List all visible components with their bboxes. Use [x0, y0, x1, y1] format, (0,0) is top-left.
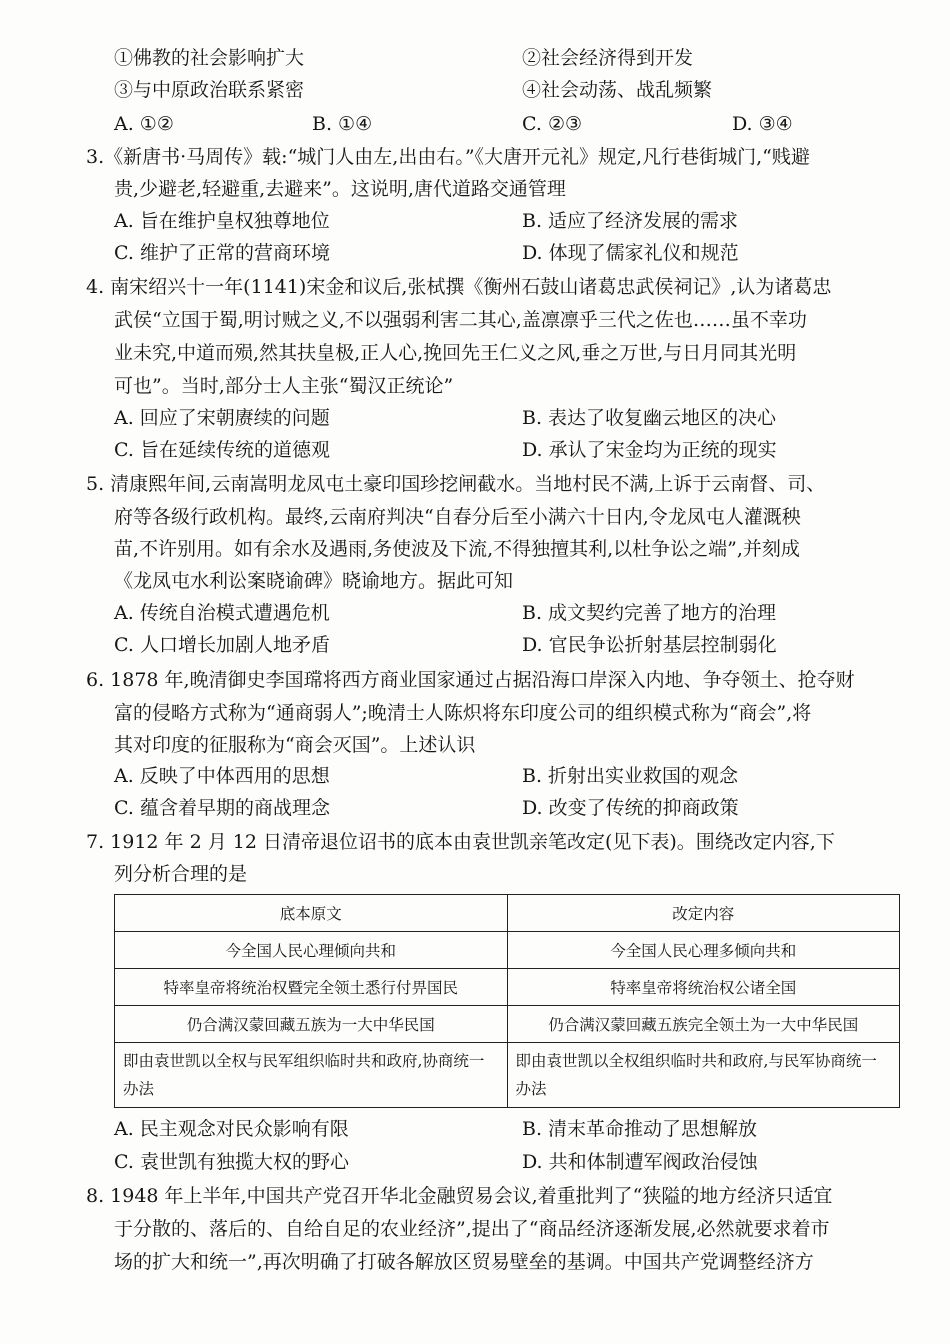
- q7-option-d: D. 共和体制遭军阀政治侵蚀: [522, 1151, 758, 1173]
- q3-stem-line-1: 3.《新唐书·马周传》载:“城门人由左,出由右。”《大唐开元礼》规定,凡行巷街城门,“贱避: [86, 146, 810, 168]
- q8-stem-line-1: 8. 1948 年上半年,中国共产党召开华北金融贸易会议,着重批判了“狭隘的地方经济只适宜: [86, 1185, 833, 1207]
- edit-comparison-table: [114, 894, 900, 1108]
- table-header-row: [115, 895, 900, 932]
- q4-stem-line-2: 武侯“立国于蜀,明讨贼之义,不以强弱利害二其心,盖凛凛乎三代之佐也……虽不幸功: [114, 309, 807, 331]
- q6-stem-line-2: 富的侵略方式称为“通商弱人”;晚清士人陈炽将东印度公司的组织模式称为“商会”,将: [114, 702, 812, 724]
- q2-statement-2: ②社会经济得到开发: [522, 47, 694, 69]
- q4-option-c: C. 旨在延续传统的道德观: [114, 439, 330, 461]
- q3-option-b: B. 适应了经济发展的需求: [522, 210, 739, 232]
- table-cell-revised: 今全国人民心理多倾向共和: [507, 932, 900, 969]
- q7-option-c: C. 袁世凯有独揽大权的野心: [114, 1151, 349, 1173]
- q5-option-a: A. 传统自治模式遭遇危机: [114, 602, 330, 624]
- q3-option-d: D. 体现了儒家礼仪和规范: [522, 242, 739, 264]
- q6-stem-line-3: 其对印度的征服称为“商会灭国”。上述认识: [114, 734, 476, 756]
- table-cell-original: 特率皇帝将统治权暨完全领土悉行付畀国民: [115, 969, 508, 1006]
- q2-statement-3: ③与中原政治联系紧密: [114, 79, 305, 101]
- q7-option-b: B. 清末革命推动了思想解放: [522, 1118, 758, 1140]
- table-header-original: 底本原文: [115, 895, 508, 932]
- q7-stem-line-1: 7. 1912 年 2 月 12 日清帝退位诏书的底本由袁世凯亲笔改定(见下表)。围绕改定内容,下: [86, 831, 835, 853]
- q2-option-d: D. ③④: [732, 113, 793, 135]
- q7-stem-line-2: 列分析合理的是: [114, 863, 248, 885]
- table-row: [115, 1006, 900, 1043]
- table-row: [115, 932, 900, 969]
- q5-option-b: B. 成文契约完善了地方的治理: [522, 602, 777, 624]
- q4-option-a: A. 回应了宋朝赓续的问题: [114, 407, 330, 429]
- q4-stem-line-3: 业未究,中道而殒,然其扶皇极,正人心,挽回先王仁义之风,垂之万世,与日月同其光明: [114, 342, 797, 364]
- table-header-revised: 改定内容: [507, 895, 900, 932]
- q3-option-a: A. 旨在维护皇权独尊地位: [114, 210, 330, 232]
- q2-option-b: B. ①④: [312, 113, 373, 135]
- q3-option-c: C. 维护了正常的营商环境: [114, 242, 330, 264]
- q8-stem-line-2: 于分散的、落后的、自给自足的农业经济”,提出了“商品经济逐渐发展,必然就要求着市: [114, 1218, 830, 1240]
- q3-stem-line-2: 贵,少避老,轻避重,去避来”。这说明,唐代道路交通管理: [114, 178, 566, 200]
- q6-option-d: D. 改变了传统的抑商政策: [522, 797, 739, 819]
- q4-stem-line-1: 4. 南宋绍兴十一年(1141)宋金和议后,张栻撰《衡州石鼓山诸葛忠武侯祠记》,认为诸葛忠: [86, 276, 832, 298]
- q4-option-d: D. 承认了宋金均为正统的现实: [522, 439, 777, 461]
- q5-stem-line-1: 5. 清康熙年间,云南嵩明龙凤屯土豪印国珍挖闸截水。当地村民不满,上诉于云南督、司、: [86, 473, 826, 495]
- q6-stem-line-1: 6. 1878 年,晚清御史李国瑺将西方商业国家通过占据沿海口岸深入内地、争夺领土、抢夺财: [86, 669, 855, 691]
- table-cell-original: 仍合满汉蒙回藏五族为一大中华民国: [115, 1006, 508, 1043]
- q4-option-b: B. 表达了收复幽云地区的决心: [522, 407, 777, 429]
- q2-option-a: A. ①②: [114, 113, 174, 135]
- q2-statement-4: ④社会动荡、战乱频繁: [522, 79, 713, 101]
- q4-stem-line-4: 可也”。当时,部分士人主张“蜀汉正统论”: [114, 375, 454, 397]
- q8-stem-line-3: 场的扩大和统一”,再次明确了打破各解放区贸易壁垒的基调。中国共产党调整经济方: [114, 1251, 814, 1273]
- table-cell-revised: 即由袁世凯以全权组织临时共和政府,与民军协商统一办法: [507, 1043, 900, 1108]
- table-row: [115, 969, 900, 1006]
- q5-option-d: D. 官民争讼折射基层控制弱化: [522, 634, 777, 656]
- table-row: [115, 1043, 900, 1108]
- q6-option-b: B. 折射出实业救国的观念: [522, 765, 739, 787]
- q5-stem-line-4: 《龙凤屯水利讼案晓谕碑》晓谕地方。据此可知: [114, 570, 514, 592]
- q6-option-c: C. 蕴含着早期的商战理念: [114, 797, 330, 819]
- q7-option-a: A. 民主观念对民众影响有限: [114, 1118, 349, 1140]
- table-cell-original: 即由袁世凯以全权与民军组织临时共和政府,协商统一办法: [115, 1043, 508, 1108]
- q5-stem-line-3: 苗,不许别用。如有余水及遇雨,务使波及下流,不得独擅其利,以杜争讼之端”,并刻成: [114, 538, 800, 560]
- table-cell-revised: 仍合满汉蒙回藏五族完全领土为一大中华民国: [507, 1006, 900, 1043]
- q5-option-c: C. 人口增长加剧人地矛盾: [114, 634, 330, 656]
- q2-statement-1: ①佛教的社会影响扩大: [114, 47, 305, 69]
- q6-option-a: A. 反映了中体西用的思想: [114, 765, 330, 787]
- q5-stem-line-2: 府等各级行政机构。最终,云南府判决“自春分后至小满六十日内,令龙凤屯人灌溉秧: [114, 506, 801, 528]
- q2-option-c: C. ②③: [522, 113, 583, 135]
- table-cell-revised: 特率皇帝将统治权公诸全国: [507, 969, 900, 1006]
- table-cell-original: 今全国人民心理倾向共和: [115, 932, 508, 969]
